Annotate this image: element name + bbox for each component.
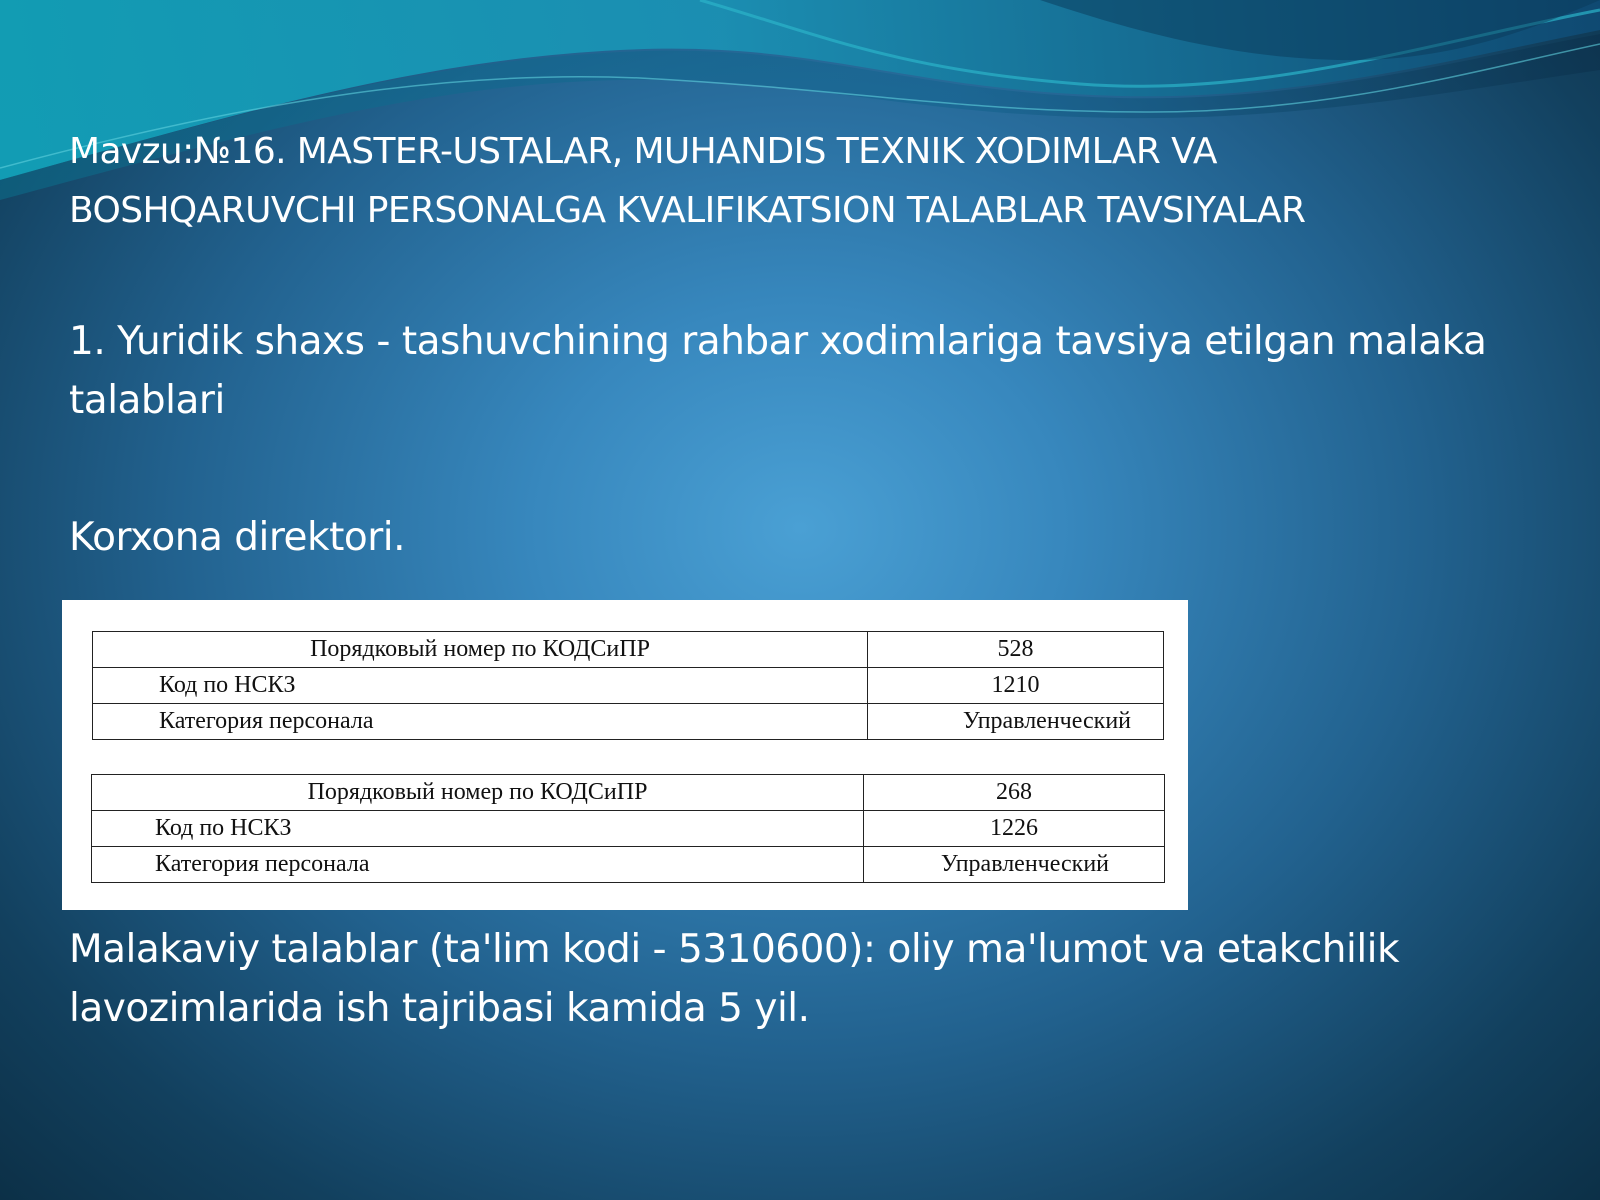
slide-title <box>69 122 1305 240</box>
table-row <box>92 775 1165 811</box>
table-row <box>92 847 1165 883</box>
classification-table-2 <box>91 774 1165 883</box>
classification-tables-panel <box>62 600 1188 910</box>
title-line-2: BOSHQARUVCHI PERSONALGA KVALIFIKATSION TALABLAR TAVSIYALAR <box>69 190 1306 231</box>
table-row <box>93 632 1164 668</box>
table-row <box>92 811 1165 847</box>
qualification-requirements <box>69 920 1399 1038</box>
table-cell-label: Категория персонала <box>93 704 868 740</box>
table-row <box>93 704 1164 740</box>
requirements-line-2: lavozimlarida ish tajribasi kamida 5 yil. <box>69 986 810 1031</box>
table-cell-value: 1210 <box>868 668 1164 704</box>
role-title: Korxona direktori. <box>69 515 406 560</box>
table-cell-label: Код по НСКЗ <box>93 668 868 704</box>
table-row <box>93 668 1164 704</box>
table-cell-label: Категория персонала <box>92 847 864 883</box>
classification-table-1 <box>92 631 1164 740</box>
table-cell-label: Код по НСКЗ <box>92 811 864 847</box>
table-cell-value: Управленческий <box>864 847 1165 883</box>
table-cell-value: Управленческий <box>868 704 1164 740</box>
table-cell-value: 1226 <box>864 811 1165 847</box>
title-line-1: Mavzu:№16. MASTER-USTALAR, MUHANDIS TEXNIK XODIMLAR VA <box>69 131 1217 172</box>
table-cell-value: 528 <box>868 632 1164 668</box>
requirements-line-1: Malakaviy talablar (ta'lim kodi - 5310600): oliy ma'lumot va etakchilik <box>69 927 1400 972</box>
section-heading <box>69 312 1486 430</box>
section-heading-line-1: 1. Yuridik shaxs - tashuvchining rahbar xodimlariga tavsiya etilgan malaka <box>69 319 1487 364</box>
table-cell-label: Порядковый номер по КОДСиПР <box>92 775 864 811</box>
table-cell-label: Порядковый номер по КОДСиПР <box>93 632 868 668</box>
section-heading-line-2: talablari <box>69 378 225 423</box>
table-cell-value: 268 <box>864 775 1165 811</box>
